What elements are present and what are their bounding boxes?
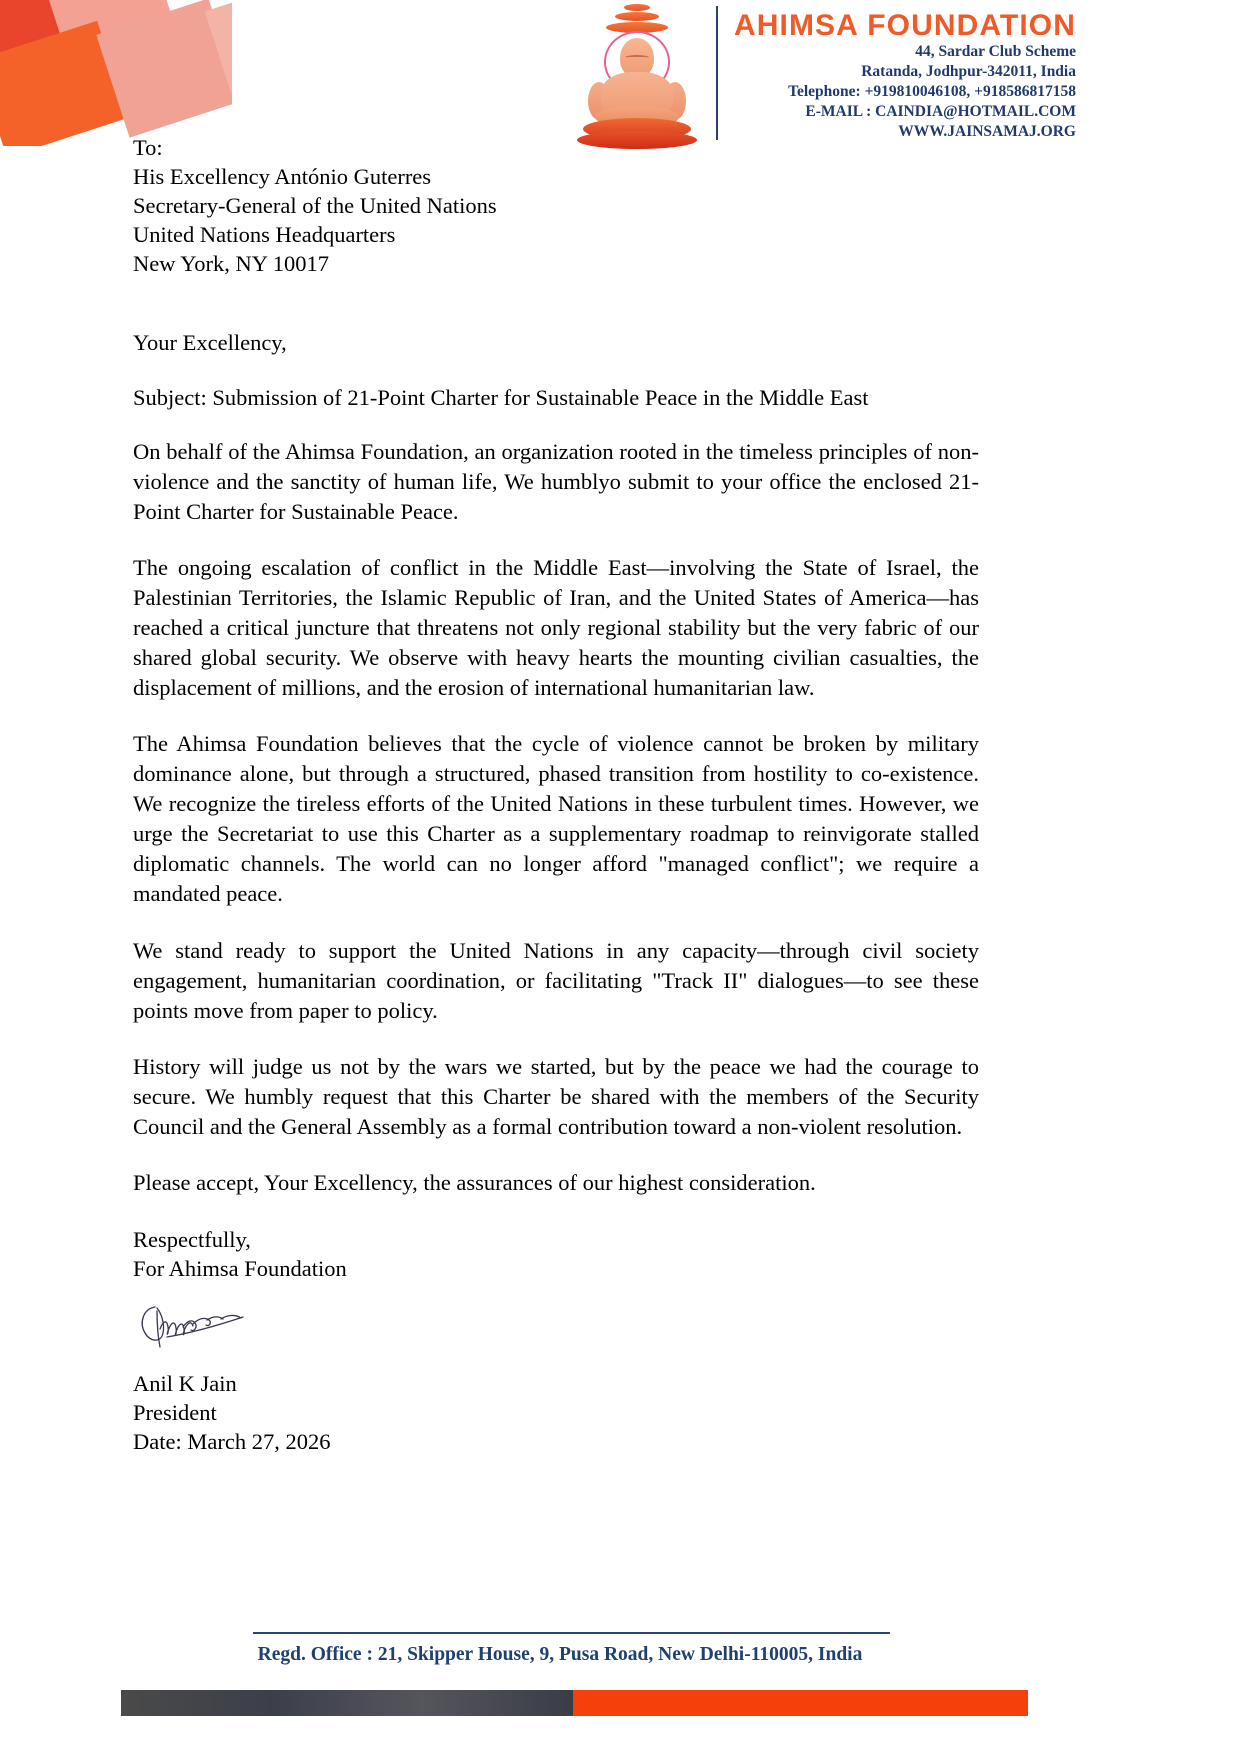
recipient-to-label: To:: [133, 135, 163, 160]
org-address-line-2: Ratanda, Jodhpur-342011, India: [861, 62, 1076, 80]
closing-block: [133, 1225, 979, 1283]
org-email: E-MAIL : CAINDIA@HOTMAIL.COM: [805, 102, 1076, 120]
body-paragraph: On behalf of the Ahimsa Foundation, an organization rooted in the timeless principles of non-violence and the sanctity of human life, We humblyo submit to your office the enclosed 21-Point Charter for Sustainable Peace.: [133, 439, 979, 525]
organization-name: AHIMSA FOUNDATION: [733, 9, 1076, 42]
decorative-rectangles-graphic: [0, 0, 232, 146]
body-paragraph: Please accept, Your Excellency, the assurances of our highest consideration.: [133, 1169, 816, 1195]
subject-line: Subject: Submission of 21-Point Charter for Sustainable Peace in the Middle East: [133, 385, 869, 411]
letterhead-footer: [0, 1614, 1241, 1754]
closing-salutation: Respectfully,: [133, 1226, 251, 1252]
org-telephone: Telephone: +919810046108, +918586817158: [788, 82, 1076, 100]
handwritten-signature-icon: [137, 1299, 267, 1355]
signer-name: Anil K Jain: [133, 1370, 237, 1396]
recipient-organization: United Nations Headquarters: [133, 222, 396, 248]
tirthankara-idol-icon: [572, 2, 702, 148]
org-address-line-1: 44, Sardar Club Scheme: [915, 42, 1076, 60]
signer-title: President: [133, 1400, 217, 1426]
body-paragraph: We stand ready to support the United Nations in any capacity—through civil society engagement, humanitarian coordination, or facilitating "Track II" dialogues—to see these points move from paper to policy.: [133, 937, 979, 1023]
recipient-city: New York, NY 10017: [133, 251, 330, 277]
recipient-title: Secretary-General of the United Nations: [133, 193, 497, 219]
org-website: WWW.JAINSAMAJ.ORG: [898, 123, 1076, 141]
registered-office-line: Regd. Office : 21, Skipper House, 9, Pusa Road, New Delhi-110005, India: [257, 1644, 863, 1665]
body-paragraph: History will judge us not by the wars we started, but by the peace we had the courage to secure. We humbly request that this Charter be shared with the members of the Security Council and the General Assembly as a formal contribution toward a non-violent resolution.: [133, 1053, 979, 1139]
header-divider: [716, 6, 718, 140]
footer-divider: [253, 1632, 890, 1634]
signer-date: Date: March 27, 2026: [133, 1429, 331, 1455]
salutation: Your Excellency,: [133, 330, 287, 356]
signer-block: [133, 1369, 979, 1457]
footer-bar-gray: [121, 1690, 573, 1716]
footer-bar-orange: [573, 1690, 1028, 1716]
closing-organization: For Ahimsa Foundation: [133, 1255, 347, 1281]
letter-body: [133, 133, 979, 1457]
organization-contact-block: [726, 10, 1076, 142]
body-paragraph: The ongoing escalation of conflict in the Middle East—involving the State of Israel, the Palestinian Territories, the Islamic Republic of Iran, and the United States of America—has reached a critical juncture that threatens not only regional stability but the very fabric of our shared global security. We observe with heavy hearts the mounting civilian casualties, the displacement of millions, and the erosion of international humanitarian law.: [133, 555, 979, 701]
body-paragraph: The Ahimsa Foundation believes that the cycle of violence cannot be broken by military dominance alone, but through a structured, phased transition from hostility to co-existence. We recognize the tireless efforts of the United Nations in these turbulent times. However, we urge the Secretariat to use this Charter as a supplementary roadmap to reinvigorate stalled diplomatic channels. The world can no longer afford "managed conflict"; we require a mandated peace.: [133, 731, 979, 907]
recipient-address-block: [133, 133, 979, 278]
letterhead-header: [0, 0, 1241, 150]
recipient-name: His Excellency António Guterres: [133, 164, 432, 190]
